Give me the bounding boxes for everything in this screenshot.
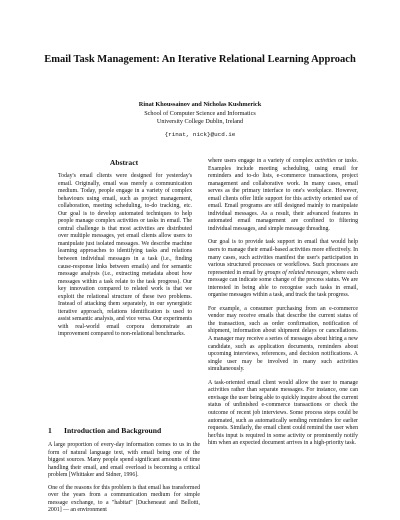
section-number: 1 xyxy=(48,426,52,435)
italic-run: groups of related messages xyxy=(264,269,329,276)
right-paragraph-1 xyxy=(208,158,358,233)
right-paragraph-4: A task-oriented email client would allow the user to manage activities rather than separate messages. For instance, one can envisage the user being able to quickly inquire about the current status of unfinished e-commerce transactions or check the outcome of recent job interviews. Some process steps could be automated, such as automatically sending reminders for earlier requests. Similarly, the email client could remind the user when her/his input is required in some activity or prominently notify him when an expected document arrives in a high-priority task. xyxy=(208,379,358,447)
italic-run: tasks xyxy=(344,158,357,164)
section-heading xyxy=(48,426,200,435)
text-run: Our goal is to provide task support in email that would help users to manage their email-based activities more effectively. In many cases, such activities manifest the user's participation in various structured processes or workflows. Such processes are represented in email by xyxy=(208,239,358,276)
paper-title: Email Task Management: An Iterative Relational Learning Approach xyxy=(44,54,356,65)
italic-run: activities xyxy=(314,158,337,164)
left-column-body xyxy=(48,442,200,520)
text-run: or xyxy=(336,158,345,164)
abstract-heading: Abstract xyxy=(109,158,139,167)
right-paragraph-3: For example, a consumer purchasing from an e-commerce vendor may receive emails that describe the current status of the transaction, such as order confirmation, notification of shipment, information about shipment delays or cancellations. A manager may receive a series of messages about hiring a new candidate, such as application documents, reminders about upcoming interviews, references, and decision notifications. A single user may be involved in many such activities simultaneously. xyxy=(208,305,358,373)
affiliation-university: University College Dublin, Ireland xyxy=(156,118,244,125)
intro-paragraph-1: A large proportion of every-day information comes to us in the form of natural language text, with email being one of the biggest sources. Many people spend significant amounts of time handling their email, and email overload is becoming a critical problem [Whittaker and Sidner, 1996]. xyxy=(48,442,200,479)
text-run: . Examples include meeting scheduling, using email for reminders and to-do lists, e-commerce transactions, project management and collaborative work. In many cases, email serves as the primary interface to one's workplace. However, email clients offer little support for this activity oriented use of email. Email programs are still designed mainly to manipulate individual messages. As a result, their advanced features in automated email management are confined to filtering individual messages, and simple message threading. xyxy=(208,158,359,232)
text-run: , where each message can indicate some change of the process status. We are interested in being able to recognise such tasks in email, organise messages within a task, and track the task progress. xyxy=(208,269,358,299)
affiliation-school: School of Computer Science and Informatics xyxy=(144,110,256,117)
right-paragraph-2 xyxy=(208,239,358,299)
right-column-body xyxy=(208,158,358,454)
text-run: where users engage in a variety of complex xyxy=(208,158,315,164)
intro-paragraph-2: One of the reasons for this problem is that email has transformed over the years from a communication medium for simple message exchange, to a "habitat" [Ducheneaut and Bellotti, 2001] — an environment xyxy=(48,484,200,514)
author-email: {rinat, nick}@ucd.ie xyxy=(164,131,236,138)
abstract-text: Today's email clients were designed for yesterday's email. Originally, email was merely a communication medium. Today, people engage in a variety of complex behaviours using email, such as project management, collaboration, meeting scheduling, to-do tracking, etc. Our goal is to develop automated techniques to help people manage complex activities or tasks in email. The central challenge is that most activities are distributed over multiple messages, yet email clients allow users to manipulate just isolated messages. We describe machine learning approaches to identifying tasks and relations between individual messages in a task (i.e., finding cause-response links between emails) and for semantic message analysis (i.e., extracting metadata about how messages within a task relate to the task progress). Our key innovation compared to related work is that we exploit the relational structure of these two problems. Instead of attacking them separately, in our synergistic iterative approach, relations identification is used to assist semantic analysis, and vice versa. Our experiments with real-world email corpora demonstrate an improvement compared to non-relational benchmarks. xyxy=(58,173,192,338)
paper-authors: Rinat Khoussainov and Nicholas Kushmerick xyxy=(138,101,262,108)
section-title: Introduction and Background xyxy=(64,426,162,435)
